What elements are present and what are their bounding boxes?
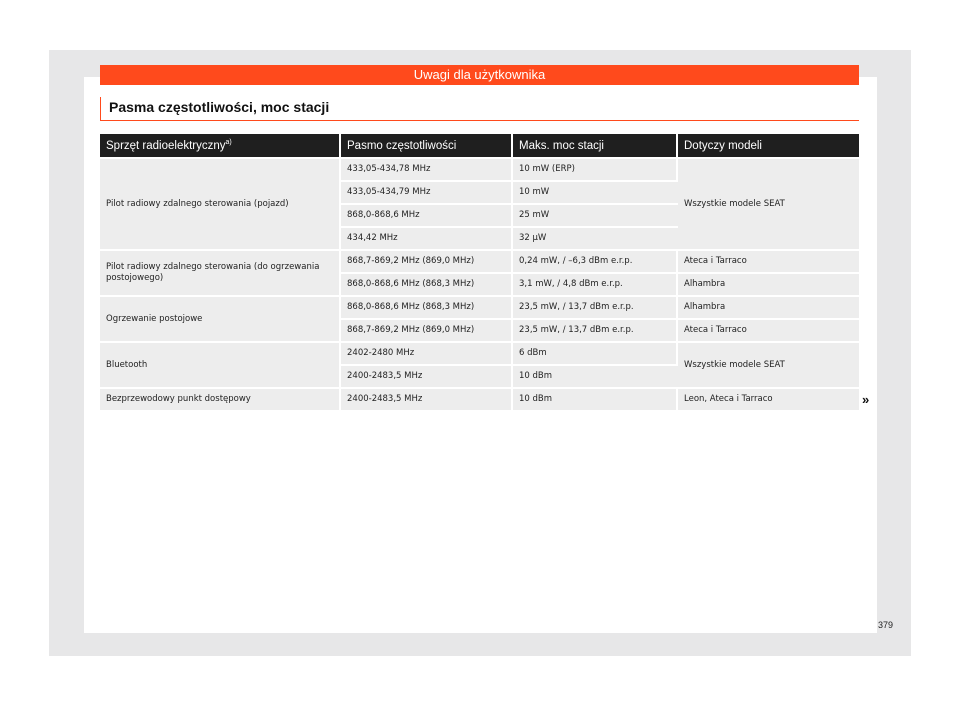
band-cell: 433,05-434,79 MHz	[341, 182, 513, 203]
band-cell: 868,0-868,6 MHz (868,3 MHz)	[341, 297, 513, 318]
device-cell: Pilot radiowy zdalnego sterowania (pojazd)	[100, 159, 341, 249]
continued-arrow-icon: »	[862, 392, 870, 407]
column-header-models: Dotyczy modeli	[678, 134, 859, 157]
band-cell: 434,42 MHz	[341, 228, 513, 249]
column-header-power: Maks. moc stacji	[513, 134, 678, 157]
power-cell: 6 dBm	[513, 343, 678, 364]
power-cell: 23,5 mW, / 13,7 dBm e.r.p.	[513, 320, 678, 341]
power-cell: 0,24 mW, / –6,3 dBm e.r.p.	[513, 251, 678, 272]
band-cell: 2400-2483,5 MHz	[341, 366, 513, 387]
band-cell: 2400-2483,5 MHz	[341, 389, 513, 410]
column-header-device: Sprzęt radioelektryczny$^{a)}$	[100, 134, 341, 157]
footnote-marker: a)	[225, 139, 232, 147]
power-cell: 23,5 mW, / 13,7 dBm e.r.p.	[513, 297, 678, 318]
band-cell: 2402-2480 MHz	[341, 343, 513, 364]
band-cell: 868,7-869,2 MHz (869,0 MHz)	[341, 251, 513, 272]
band-cell: 868,0-868,6 MHz	[341, 205, 513, 226]
power-cell: 10 dBm	[513, 389, 678, 410]
power-cell: 10 dBm	[513, 366, 678, 387]
band-cell: 868,7-869,2 MHz (869,0 MHz)	[341, 320, 513, 341]
models-cell: Alhambra	[678, 274, 859, 295]
models-cell: Alhambra	[678, 297, 859, 318]
section-title: Pasma częstotliwości, moc stacji	[100, 97, 859, 121]
table-row	[100, 389, 859, 410]
frequency-table	[100, 132, 859, 412]
page-number: 379	[878, 620, 894, 630]
device-cell: Ogrzewanie postojowe	[100, 297, 341, 341]
device-cell: Pilot radiowy zdalnego sterowania (do ogrzewania postojowego)	[100, 251, 341, 295]
band-cell: 433,05-434,78 MHz	[341, 159, 513, 180]
power-cell: 10 mW (ERP)	[513, 159, 678, 180]
table-row	[100, 251, 859, 272]
table-row	[100, 159, 859, 180]
models-cell: Wszystkie modele SEAT	[678, 159, 859, 249]
power-cell: 25 mW	[513, 205, 678, 226]
models-cell: Leon, Ateca i Tarraco	[678, 389, 859, 410]
power-cell: 32 µW	[513, 228, 678, 249]
chapter-banner: Uwagi dla użytkownika	[100, 65, 859, 85]
power-cell: 10 mW	[513, 182, 678, 203]
power-cell: 3,1 mW, / 4,8 dBm e.r.p.	[513, 274, 678, 295]
table-row	[100, 343, 859, 364]
table-header-row	[100, 134, 859, 157]
models-cell: Wszystkie modele SEAT	[678, 343, 859, 387]
band-cell: 868,0-868,6 MHz (868,3 MHz)	[341, 274, 513, 295]
device-cell: Bluetooth	[100, 343, 341, 387]
models-cell: Ateca i Tarraco	[678, 251, 859, 272]
models-cell: Ateca i Tarraco	[678, 320, 859, 341]
table-row	[100, 297, 859, 318]
device-cell: Bezprzewodowy punkt dostępowy	[100, 389, 341, 410]
column-header-band: Pasmo częstotliwości	[341, 134, 513, 157]
